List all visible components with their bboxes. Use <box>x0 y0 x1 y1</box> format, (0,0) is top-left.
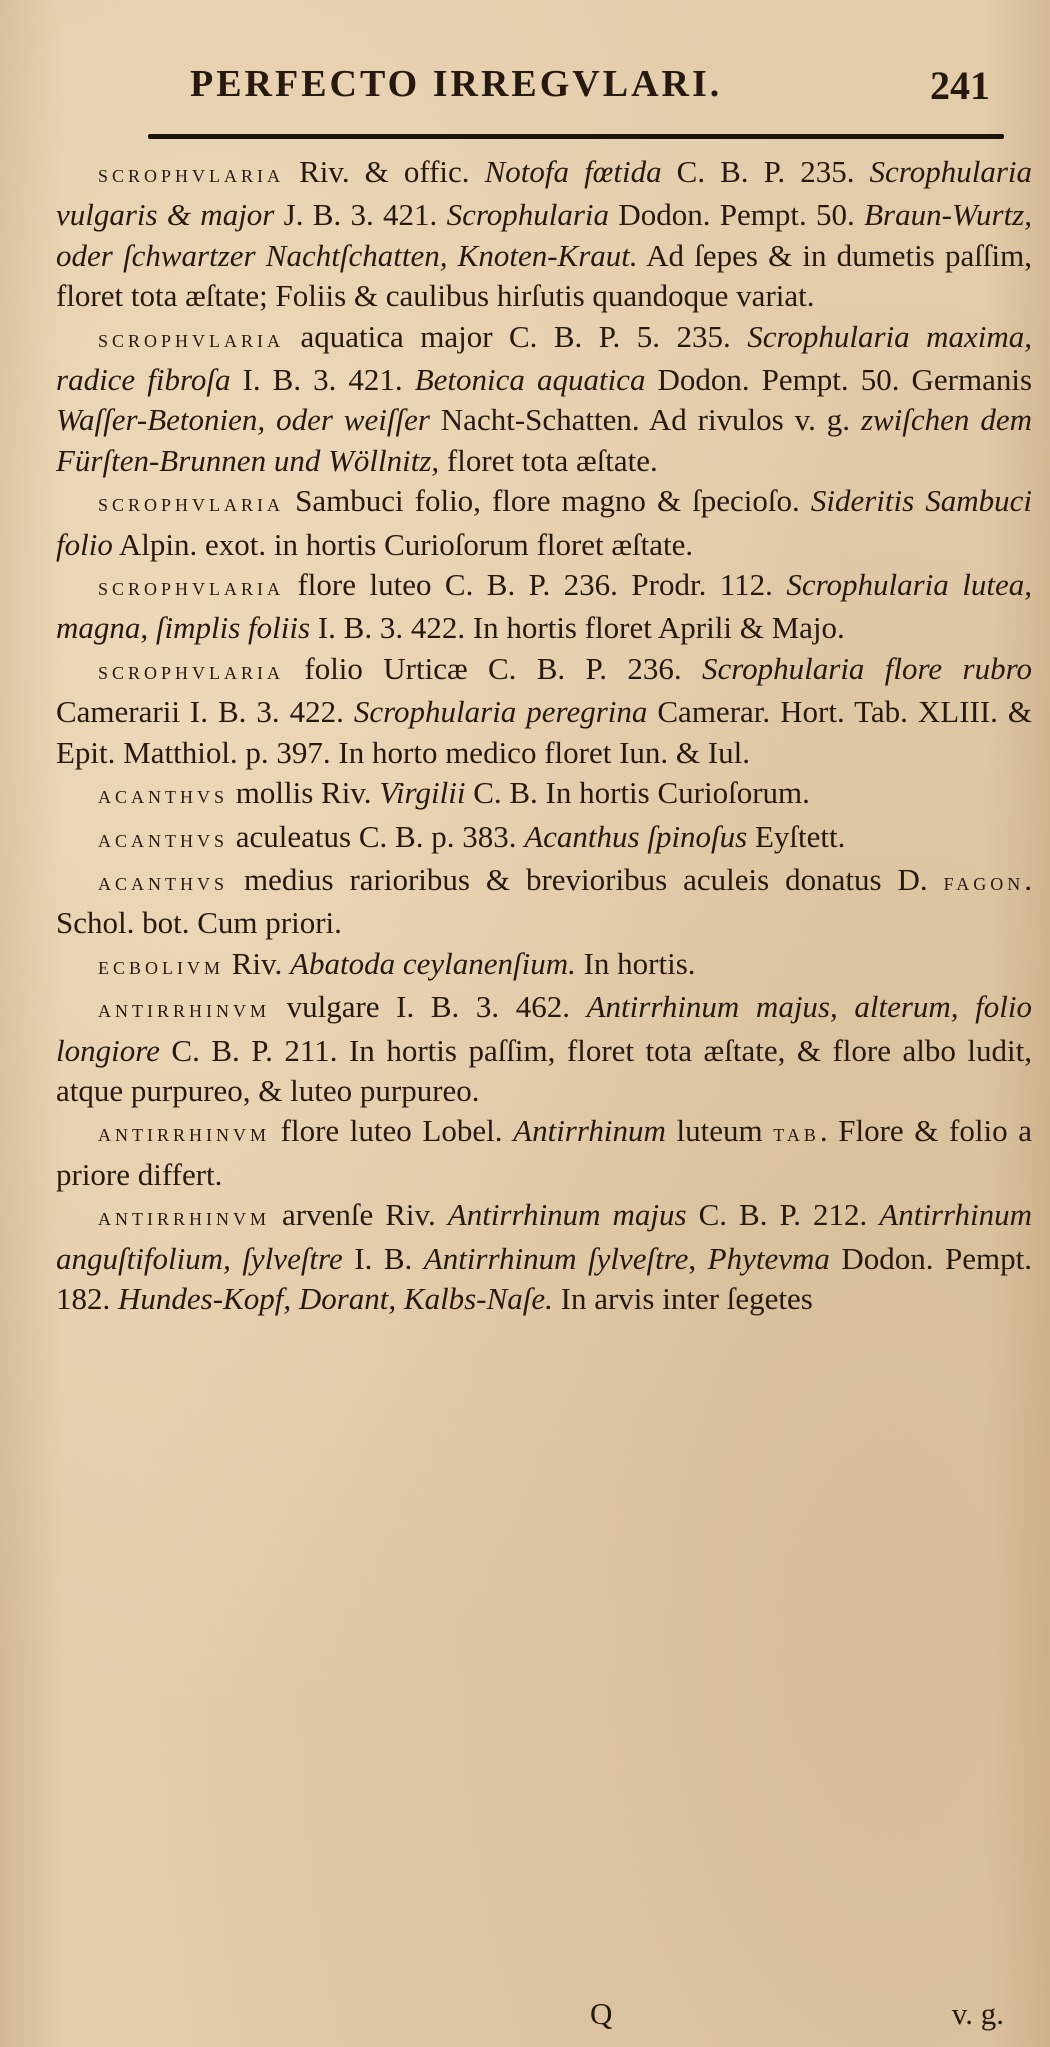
italic-citation: Scrophularia flore rubro <box>701 650 1032 686</box>
entry-text: . Flore & folio a priore differt. <box>56 1113 1033 1192</box>
entry-text: In arvis inter ſegetes <box>552 1280 813 1316</box>
entry-text: , <box>688 1240 708 1276</box>
entry-paragraph <box>56 1111 1032 1195</box>
entry-text: C. B. P. 211. In hortis paſſim, floret tota æſtate, & flore albo ludit, atque purpureo, & luteo purpureo. <box>56 1032 1032 1108</box>
entry-text: aculeatus C. B. p. 383. <box>228 818 525 854</box>
entry-text: mollis Riv. <box>228 775 380 811</box>
entry-paragraph <box>56 987 1032 1111</box>
entry-text: I. B. 3. 421. <box>230 362 415 398</box>
italic-citation: Antirrhinum ſylveſtre <box>423 1240 689 1276</box>
entry-text: arvenſe Riv. <box>270 1197 448 1233</box>
italic-citation: Abatoda ceylanenſium. <box>290 945 576 981</box>
entry-text: Riv. <box>224 945 291 981</box>
italic-citation: Antirrhinum <box>513 1113 666 1149</box>
entry-headword: scrophvlaria <box>98 161 285 188</box>
italic-citation: Antirrhinum majus, alterum, folio longiore <box>56 989 1032 1068</box>
entry-headword: acanthvs <box>98 825 229 853</box>
entry-headword: fagon <box>943 868 1025 896</box>
entry-text: Ad ſepes & in dumetis paſſim, floret tota æſtate; Foliis & caulibus hirſutis quandoque variat. <box>56 237 1032 314</box>
entry-text: I. B. 3. 422. In hortis floret Aprili & Majo. <box>310 610 845 646</box>
entry-text: C. B. P. 212. <box>686 1197 880 1233</box>
entry-text: flore luteo C. B. P. 236. Prodr. 112. <box>284 567 787 603</box>
entry-headword: scrophvlaria <box>98 325 285 353</box>
entry-headword: tab <box>773 1120 820 1148</box>
italic-citation: Antirrhinum anguſtifolium, ſylveſtre <box>56 1197 1032 1276</box>
italic-citation: Scrophularia lutea, magna, ſimplis foliis <box>56 567 1032 646</box>
entry-paragraph <box>56 1195 1032 1319</box>
italic-citation: Sideritis Sambuci folio <box>56 483 1032 562</box>
entry-paragraph <box>56 481 1032 565</box>
entry-headword: acanthvs <box>98 782 229 810</box>
entry-headword: acanthvs <box>98 868 229 896</box>
entry-text: luteum <box>665 1113 774 1149</box>
entry-paragraph <box>56 649 1032 773</box>
italic-citation: Scrophularia vulgaris & major <box>56 154 1032 233</box>
italic-citation: zwiſchen dem Fürſten-Brunnen und Wöllnitz, <box>56 402 1032 478</box>
entry-text: Riv. & offic. <box>284 154 485 189</box>
entry-paragraph <box>56 860 1032 944</box>
entry-text: Dodon. Pempt. 50. Germanis <box>645 362 1033 398</box>
page-footer <box>56 1996 1032 2040</box>
italic-citation: Braun-Wurtz, oder ſchwartzer Nachtſchatten, Knoten-Kraut. <box>56 197 1032 273</box>
entry-text: medius rarioribus & brevioribus aculeis donatus D. <box>228 861 944 897</box>
entry-text: C. B. In hortis Curioſorum. <box>465 775 810 811</box>
catchword: v. g. <box>951 1996 1004 2031</box>
italic-citation: Notofa fœtida <box>484 154 662 189</box>
italic-citation: Acanthus ſpinoſus <box>524 818 748 854</box>
entry-paragraph <box>56 152 1032 317</box>
entry-headword: antirrhinvm <box>98 996 270 1024</box>
italic-citation: Virgilii <box>379 775 466 811</box>
entry-text: . Schol. bot. Cum priori. <box>56 861 1032 941</box>
italic-citation: Scrophularia peregrina <box>353 694 648 730</box>
entry-text: Camerar. Hort. Tab. XLIII. & Epit. Matthiol. p. 397. In horto medico floret Iun. & Iul. <box>56 694 1033 770</box>
entry-headword: scrophvlaria <box>98 574 285 602</box>
entry-text: floret tota æſtate. <box>439 442 658 478</box>
entry-text: Camerarii I. B. 3. 422. <box>56 694 354 730</box>
entry-headword: antirrhinvm <box>98 1120 270 1148</box>
italic-citation: Scrophularia maxima, radice fibroſa <box>56 318 1033 398</box>
entry-text: Alpin. exot. in hortis Curioſorum floret æſtate. <box>112 526 694 562</box>
entry-text: I. B. <box>342 1240 424 1276</box>
page-header <box>190 62 990 118</box>
entry-headword: antirrhinvm <box>98 1204 270 1232</box>
entry-text: J. B. 3. 421. <box>274 197 447 233</box>
entry-text: Eyſtett. <box>747 818 846 854</box>
italic-citation: Betonica aquatica <box>414 362 646 398</box>
entry-text: aquatica major C. B. P. 5. 235. <box>284 318 748 354</box>
entry-headword: scrophvlaria <box>98 657 285 685</box>
italic-citation: Phytevma <box>707 1240 830 1276</box>
entry-text: Nacht-Schatten. Ad rivulos v. g. <box>429 402 861 438</box>
signature-mark: Q <box>590 1996 613 2031</box>
entry-text: folio Urticæ C. B. P. 236. <box>284 650 702 686</box>
entry-headword: ecbolivm <box>98 952 224 980</box>
header-rule <box>148 134 1004 139</box>
italic-citation: Hundes-Kopf, Dorant, Kalbs-Naſe. <box>118 1280 553 1316</box>
body-text <box>56 152 1032 1319</box>
entry-text: In hortis. <box>575 945 696 981</box>
italic-citation: Waſſer-Betonien, oder weiſſer <box>56 402 430 438</box>
entry-text: vulgare I. B. 3. 462. <box>270 989 587 1025</box>
entry-paragraph <box>56 773 1032 816</box>
entry-paragraph <box>56 565 1032 649</box>
entry-text: Sambuci folio, flore magno & ſpecioſo. <box>284 483 811 519</box>
entry-text: Dodon. Pempt. 182. <box>56 1240 1033 1316</box>
running-title: PERFECTO IRREGVLARI. <box>190 63 723 105</box>
italic-citation: Antirrhinum majus <box>447 1197 687 1233</box>
entry-paragraph <box>56 944 1032 987</box>
entry-paragraph <box>56 817 1032 860</box>
page-number: 241 <box>930 63 990 108</box>
entry-headword: scrophvlaria <box>98 490 285 518</box>
entry-text: Dodon. Pempt. 50. <box>609 197 865 233</box>
entry-text: flore luteo Lobel. <box>270 1113 514 1149</box>
entry-paragraph <box>56 317 1032 482</box>
italic-citation: Scrophularia <box>446 197 610 233</box>
entry-text: C. B. P. 235. <box>661 154 870 189</box>
